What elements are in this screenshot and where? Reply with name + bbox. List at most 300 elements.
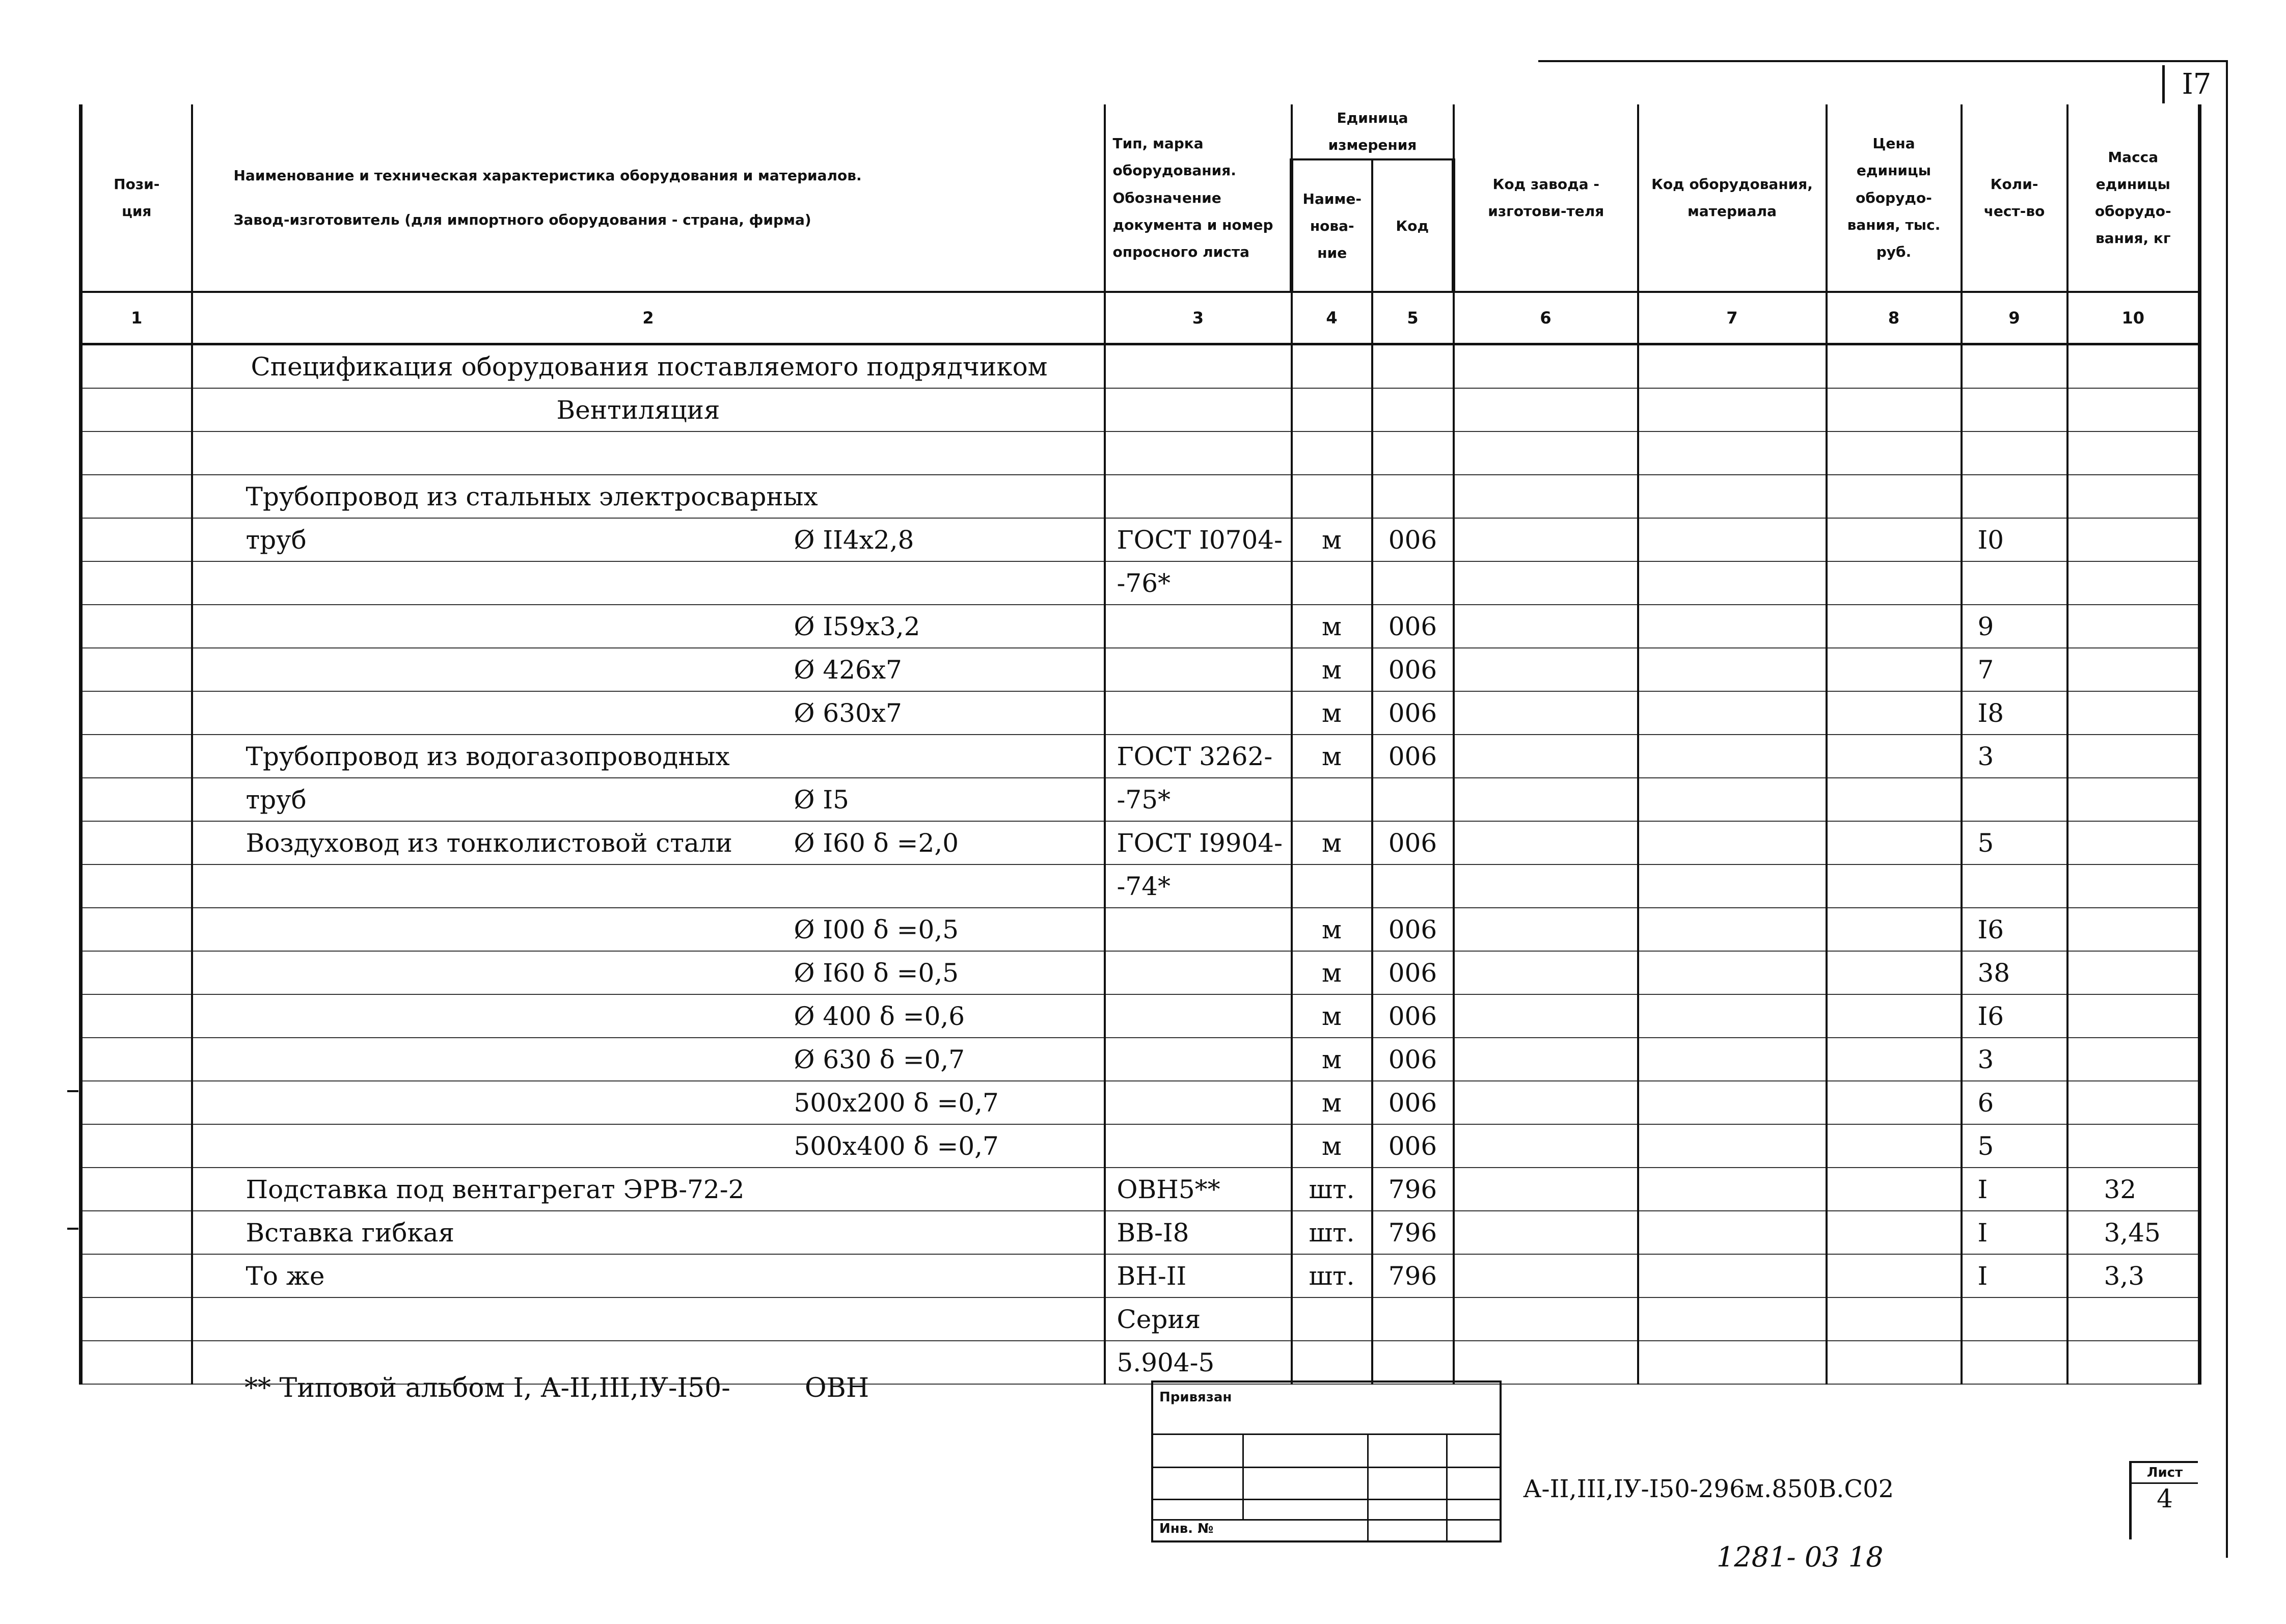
item-size: Ø 426x7: [794, 655, 902, 685]
cell-col7: [1638, 951, 1827, 994]
cell-col8: [1827, 1254, 1962, 1297]
cell-col5: 006: [1372, 691, 1454, 735]
top-border-line: [1538, 60, 2226, 62]
cell-col4: [1292, 1297, 1372, 1341]
cell-col1: [81, 1124, 192, 1168]
cell-col2: [192, 735, 1105, 778]
cell-col2: [192, 431, 1105, 475]
stamp-block: [1151, 1381, 1502, 1542]
cell-col5: 006: [1372, 605, 1454, 648]
cell-col4: [1292, 344, 1372, 389]
cell-col3: [1105, 951, 1292, 994]
cell-col6: [1454, 1211, 1638, 1254]
header-unit-name: Наиме-нова-ние: [1292, 159, 1372, 292]
cell-col1: [81, 1081, 192, 1124]
cell-col4: [1292, 864, 1372, 908]
item-size: Ø 630x7: [794, 698, 902, 728]
cell-col8: [1827, 605, 1962, 648]
col-num: 7: [1638, 292, 1827, 344]
cell-col3: ОВН5**: [1105, 1168, 1292, 1211]
cell-col8: [1827, 1297, 1962, 1341]
cell-col4: шт.: [1292, 1168, 1372, 1211]
cell-col10: 32: [2067, 1168, 2200, 1211]
item-name: Трубопровод из стальных электросварных: [246, 481, 818, 511]
table-row: [81, 864, 2200, 908]
cell-col7: [1638, 778, 1827, 821]
cell-col1: [81, 648, 192, 691]
item-name: Подставка под вентагрегат ЭРВ-72-2: [246, 1174, 745, 1204]
cell-col4: м: [1292, 1124, 1372, 1168]
cell-col4: м: [1292, 1038, 1372, 1081]
cell-col7: [1638, 1211, 1827, 1254]
cell-col9: 6: [1962, 1081, 2067, 1124]
cell-col4: шт.: [1292, 1211, 1372, 1254]
footnote-suffix: ОВН: [805, 1373, 869, 1403]
header-factory-code: Код завода - изготови-теля: [1454, 104, 1638, 292]
page-number: I7: [2162, 65, 2228, 103]
cell-col7: [1638, 518, 1827, 561]
cell-col8: [1827, 388, 1962, 431]
item-size: Ø 630 δ =0,7: [794, 1044, 965, 1074]
cell-col8: [1827, 735, 1962, 778]
cell-col3: [1105, 1124, 1292, 1168]
table-row: [81, 821, 2200, 864]
cell-col3: [1105, 431, 1292, 475]
cell-col2: [192, 1081, 1105, 1124]
item-size: Ø 400 δ =0,6: [794, 1001, 965, 1031]
cell-col8: [1827, 1168, 1962, 1211]
cell-col7: [1638, 1124, 1827, 1168]
sheet-value: 4: [2157, 1484, 2173, 1513]
cell-col5: [1372, 864, 1454, 908]
table-row: [81, 951, 2200, 994]
cell-col7: [1638, 1341, 1827, 1384]
cell-col8: [1827, 1038, 1962, 1081]
cell-col3: -75*: [1105, 778, 1292, 821]
table-row: [81, 388, 2200, 431]
cell-col8: [1827, 431, 1962, 475]
cell-col9: 38: [1962, 951, 2067, 994]
cell-col7: [1638, 431, 1827, 475]
cell-col4: м: [1292, 1081, 1372, 1124]
header-quantity: Коли-чест-во: [1962, 104, 2067, 292]
cell-col1: [81, 1254, 192, 1297]
cell-col1: [81, 821, 192, 864]
cell-col9: I6: [1962, 994, 2067, 1038]
cell-col10: [2067, 648, 2200, 691]
table-row: [81, 1081, 2200, 1124]
table-row: [81, 908, 2200, 951]
cell-col10: [2067, 388, 2200, 431]
cell-col4: м: [1292, 605, 1372, 648]
cell-col9: [1962, 561, 2067, 605]
cell-col8: [1827, 1124, 1962, 1168]
cell-col7: [1638, 864, 1827, 908]
cell-col9: I: [1962, 1168, 2067, 1211]
cell-col4: м: [1292, 951, 1372, 994]
cell-col1: [81, 431, 192, 475]
cell-col7: [1638, 475, 1827, 518]
cell-col1: [81, 1341, 192, 1384]
cell-col7: [1638, 1297, 1827, 1341]
cell-col3: 5.904-5: [1105, 1341, 1292, 1384]
cell-col7: [1638, 1168, 1827, 1211]
item-name: Вставка гибкая: [246, 1217, 455, 1248]
cell-col4: шт.: [1292, 1254, 1372, 1297]
cell-col9: 3: [1962, 735, 2067, 778]
cell-col9: [1962, 431, 2067, 475]
cell-col2: [192, 475, 1105, 518]
cell-col5: 006: [1372, 908, 1454, 951]
cell-col1: [81, 1038, 192, 1081]
specification-table: [79, 104, 2201, 1385]
cell-col10: [2067, 821, 2200, 864]
cell-col10: [2067, 994, 2200, 1038]
cell-col3: [1105, 994, 1292, 1038]
cell-col9: [1962, 344, 2067, 389]
cell-col5: 006: [1372, 1038, 1454, 1081]
cell-col10: [2067, 951, 2200, 994]
cell-col7: [1638, 1038, 1827, 1081]
cell-col6: [1454, 778, 1638, 821]
cell-col1: [81, 864, 192, 908]
cell-col5: [1372, 778, 1454, 821]
cell-col3: [1105, 1038, 1292, 1081]
cell-col4: [1292, 388, 1372, 431]
document-code: А-II,III,IУ-I50-296м.850В.С02: [1523, 1475, 1894, 1503]
cell-col10: 3,45: [2067, 1211, 2200, 1254]
cell-col2: [192, 1124, 1105, 1168]
cell-col4: [1292, 561, 1372, 605]
cell-col3: -74*: [1105, 864, 1292, 908]
item-size: Ø I5: [794, 784, 849, 815]
cell-col1: [81, 908, 192, 951]
table-row: [81, 1124, 2200, 1168]
cell-col2: [192, 605, 1105, 648]
cell-col9: [1962, 864, 2067, 908]
cell-col3: [1105, 605, 1292, 648]
cell-col2: [192, 1168, 1105, 1211]
cell-col6: [1454, 344, 1638, 389]
cell-col5: 006: [1372, 1081, 1454, 1124]
table-row: [81, 1254, 2200, 1297]
cell-col1: [81, 1297, 192, 1341]
cell-col6: [1454, 735, 1638, 778]
cell-col2: [192, 778, 1105, 821]
cell-col4: [1292, 778, 1372, 821]
cell-col4: м: [1292, 821, 1372, 864]
cell-col7: [1638, 821, 1827, 864]
col-num: 5: [1372, 292, 1454, 344]
table-row: [81, 1211, 2200, 1254]
cell-col8: [1827, 1341, 1962, 1384]
cell-col9: I: [1962, 1254, 2067, 1297]
cell-col1: [81, 344, 192, 389]
cell-col6: [1454, 1341, 1638, 1384]
cell-col6: [1454, 1038, 1638, 1081]
cell-col9: [1962, 475, 2067, 518]
cell-col9: [1962, 1341, 2067, 1384]
cell-col7: [1638, 994, 1827, 1038]
cell-col4: [1292, 431, 1372, 475]
item-size: Ø I60 δ =2,0: [794, 828, 959, 858]
table-row: [81, 344, 2200, 389]
cell-col7: [1638, 648, 1827, 691]
cell-col1: [81, 994, 192, 1038]
cell-col6: [1454, 518, 1638, 561]
cell-col6: [1454, 1254, 1638, 1297]
item-name: Вентиляция: [556, 395, 720, 425]
cell-col2: [192, 518, 1105, 561]
table-row: [81, 431, 2200, 475]
cell-col8: [1827, 518, 1962, 561]
cell-col3: [1105, 1081, 1292, 1124]
cell-col2: [192, 1211, 1105, 1254]
item-name: труб: [246, 525, 307, 555]
stamp-linked-label: Привязан: [1159, 1390, 1232, 1405]
cell-col6: [1454, 908, 1638, 951]
table-row: [81, 1297, 2200, 1341]
table-row: [81, 561, 2200, 605]
cell-col8: [1827, 1211, 1962, 1254]
cell-col6: [1454, 821, 1638, 864]
cell-col3: [1105, 908, 1292, 951]
cell-col4: м: [1292, 735, 1372, 778]
item-size: 500x200 δ =0,7: [794, 1088, 999, 1118]
right-border-line: [2226, 60, 2228, 1558]
header-name-line1: Наименование и техническая характеристика оборудования и материалов.: [233, 167, 862, 184]
margin-tick: [67, 1090, 78, 1092]
cell-col2: [192, 561, 1105, 605]
cell-col8: [1827, 1081, 1962, 1124]
handwritten-note: 1281- 03 18: [1717, 1541, 1884, 1573]
cell-col5: 796: [1372, 1211, 1454, 1254]
cell-col6: [1454, 431, 1638, 475]
cell-col10: [2067, 1297, 2200, 1341]
cell-col5: [1372, 561, 1454, 605]
cell-col5: [1372, 344, 1454, 389]
cell-col10: [2067, 1081, 2200, 1124]
cell-col2: [192, 908, 1105, 951]
item-name: труб: [246, 784, 307, 815]
table-row: [81, 778, 2200, 821]
cell-col1: [81, 735, 192, 778]
footnote: [244, 1373, 869, 1403]
stamp-inv-label: Инв. №: [1159, 1521, 1214, 1536]
header-equipment-code: Код оборудования, материала: [1638, 104, 1827, 292]
cell-col3: [1105, 344, 1292, 389]
cell-col1: [81, 518, 192, 561]
col-num: 10: [2067, 292, 2200, 344]
cell-col3: -76*: [1105, 561, 1292, 605]
cell-col9: 5: [1962, 821, 2067, 864]
cell-col2: [192, 864, 1105, 908]
cell-col3: [1105, 475, 1292, 518]
cell-col10: [2067, 344, 2200, 389]
cell-col7: [1638, 561, 1827, 605]
cell-col5: 796: [1372, 1168, 1454, 1211]
cell-col1: [81, 605, 192, 648]
cell-col2: [192, 691, 1105, 735]
cell-col1: [81, 778, 192, 821]
cell-col2: [192, 344, 1105, 389]
cell-col6: [1454, 1168, 1638, 1211]
item-name: То же: [246, 1261, 325, 1291]
cell-col9: 5: [1962, 1124, 2067, 1168]
cell-col3: Серия: [1105, 1297, 1292, 1341]
table-row: [81, 735, 2200, 778]
cell-col3: [1105, 691, 1292, 735]
cell-col3: ГОСТ 3262-: [1105, 735, 1292, 778]
cell-col4: м: [1292, 648, 1372, 691]
cell-col10: [2067, 431, 2200, 475]
cell-col1: [81, 951, 192, 994]
cell-col1: [81, 1168, 192, 1211]
cell-col5: 006: [1372, 1124, 1454, 1168]
cell-col9: I: [1962, 1211, 2067, 1254]
cell-col9: 3: [1962, 1038, 2067, 1081]
cell-col2: [192, 1038, 1105, 1081]
cell-col6: [1454, 648, 1638, 691]
cell-col3: ГОСТ I0704-: [1105, 518, 1292, 561]
cell-col10: [2067, 735, 2200, 778]
cell-col10: [2067, 1124, 2200, 1168]
cell-col9: 9: [1962, 605, 2067, 648]
cell-col9: I8: [1962, 691, 2067, 735]
item-name: Воздуховод из тонколистовой стали: [246, 828, 732, 858]
header-name: [192, 104, 1105, 292]
col-num: 8: [1827, 292, 1962, 344]
cell-col5: 006: [1372, 994, 1454, 1038]
cell-col8: [1827, 821, 1962, 864]
sheet-box: [2129, 1461, 2198, 1539]
header-unit-code: Код: [1372, 159, 1454, 292]
col-num: 3: [1105, 292, 1292, 344]
cell-col7: [1638, 1081, 1827, 1124]
header-position: Пози- ция: [81, 104, 192, 292]
header-name-line2: Завод-изготовитель (для импортного оборудования - страна, фирма): [233, 211, 811, 229]
cell-col5: 006: [1372, 735, 1454, 778]
cell-col5: 006: [1372, 648, 1454, 691]
cell-col5: 006: [1372, 518, 1454, 561]
cell-col2: [192, 994, 1105, 1038]
cell-col10: [2067, 864, 2200, 908]
cell-col4: [1292, 1341, 1372, 1384]
cell-col5: 796: [1372, 1254, 1454, 1297]
table-row: [81, 605, 2200, 648]
cell-col5: 006: [1372, 821, 1454, 864]
footnote-text: ** Типовой альбом I, А-II,III,IУ-I50-: [244, 1373, 730, 1403]
cell-col8: [1827, 648, 1962, 691]
cell-col6: [1454, 1297, 1638, 1341]
cell-col10: [2067, 605, 2200, 648]
cell-col6: [1454, 561, 1638, 605]
table-row: [81, 475, 2200, 518]
column-numbers-row: [81, 292, 2200, 344]
cell-col2: [192, 1297, 1105, 1341]
cell-col4: м: [1292, 691, 1372, 735]
cell-col3: ВВ-I8: [1105, 1211, 1292, 1254]
cell-col2: [192, 821, 1105, 864]
cell-col8: [1827, 994, 1962, 1038]
cell-col8: [1827, 691, 1962, 735]
cell-col6: [1454, 605, 1638, 648]
cell-col8: [1827, 951, 1962, 994]
cell-col7: [1638, 388, 1827, 431]
cell-col6: [1454, 951, 1638, 994]
cell-col1: [81, 1211, 192, 1254]
table-row: [81, 691, 2200, 735]
cell-col2: [192, 1254, 1105, 1297]
cell-col1: [81, 388, 192, 431]
table-row: [81, 994, 2200, 1038]
item-name: Трубопровод из водогазопроводных: [246, 741, 730, 771]
cell-col7: [1638, 908, 1827, 951]
cell-col2: [192, 648, 1105, 691]
header-unit-group: Единица измерения: [1292, 104, 1454, 159]
cell-col10: [2067, 475, 2200, 518]
cell-col10: [2067, 778, 2200, 821]
cell-col7: [1638, 605, 1827, 648]
cell-col5: [1372, 475, 1454, 518]
cell-col9: 7: [1962, 648, 2067, 691]
cell-col3: [1105, 648, 1292, 691]
cell-col1: [81, 691, 192, 735]
cell-col4: м: [1292, 908, 1372, 951]
cell-col10: [2067, 561, 2200, 605]
cell-col6: [1454, 1124, 1638, 1168]
cell-col10: [2067, 518, 2200, 561]
cell-col2: [192, 951, 1105, 994]
item-size: 500x400 δ =0,7: [794, 1131, 999, 1161]
table-row: [81, 648, 2200, 691]
cell-col6: [1454, 864, 1638, 908]
cell-col2: [192, 388, 1105, 431]
cell-col9: [1962, 388, 2067, 431]
col-num: 4: [1292, 292, 1372, 344]
item-size: Ø I60 δ =0,5: [794, 958, 959, 988]
cell-col1: [81, 475, 192, 518]
cell-col7: [1638, 344, 1827, 389]
cell-col3: ВН-II: [1105, 1254, 1292, 1297]
cell-col3: [1105, 388, 1292, 431]
table-row: [81, 518, 2200, 561]
table-row: [81, 1038, 2200, 1081]
cell-col9: I6: [1962, 908, 2067, 951]
item-size: Ø I59x3,2: [794, 611, 920, 641]
col-num: 1: [81, 292, 192, 344]
item-size: Ø II4x2,8: [794, 525, 914, 555]
sheet-label: Лист: [2132, 1463, 2198, 1484]
cell-col9: I0: [1962, 518, 2067, 561]
cell-col5: [1372, 388, 1454, 431]
cell-col5: [1372, 1297, 1454, 1341]
cell-col7: [1638, 1254, 1827, 1297]
header-price: Цена единицы оборудо-вания, тыс. руб.: [1827, 104, 1962, 292]
header-type: Тип, марка оборудования. Обозначение документа и номер опросного листа: [1105, 104, 1292, 292]
cell-col7: [1638, 691, 1827, 735]
col-num: 9: [1962, 292, 2067, 344]
header-mass: Масса единицы оборудо-вания, кг: [2067, 104, 2200, 292]
cell-col6: [1454, 1081, 1638, 1124]
cell-col9: [1962, 1297, 2067, 1341]
cell-col8: [1827, 778, 1962, 821]
cell-col10: [2067, 1341, 2200, 1384]
cell-col8: [1827, 344, 1962, 389]
item-name: Спецификация оборудования поставляемого подрядчиком: [251, 351, 1048, 382]
cell-col7: [1638, 735, 1827, 778]
cell-col3: ГОСТ I9904-: [1105, 821, 1292, 864]
